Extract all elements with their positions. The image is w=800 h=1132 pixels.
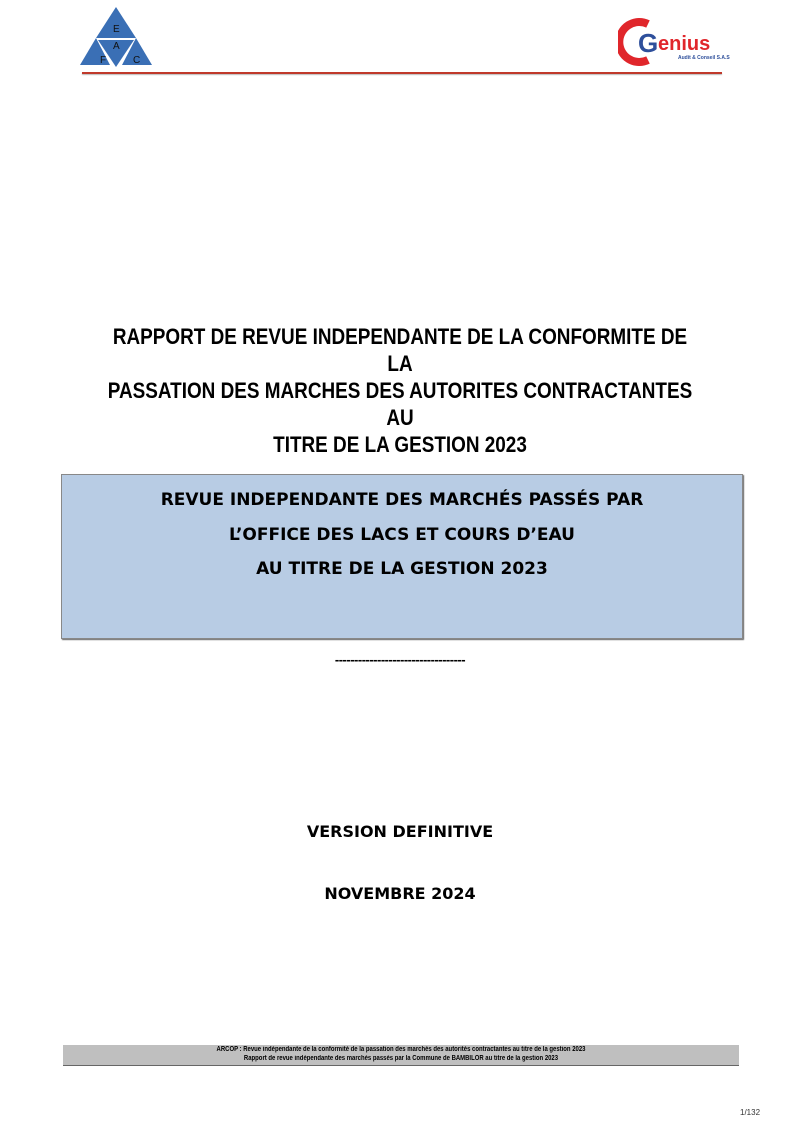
logo-letter-e: E (113, 24, 120, 35)
date-label: NOVEMBRE 2024 (324, 884, 476, 903)
report-title (108, 323, 693, 458)
logo-letter-f: F (100, 55, 107, 66)
subject-line: L’OFFICE DES LACS ET COURS D’EAU (229, 525, 575, 545)
report-title-line: RAPPORT DE REVUE INDEPENDANTE DE LA CONFORMITE DE LA (112, 324, 688, 376)
subject-line: REVUE INDEPENDANTE DES MARCHÉS PASSÉS PAR (160, 490, 644, 510)
separator: ---------------------------------- (334, 652, 466, 667)
report-title-line: TITRE DE LA GESTION 2023 (273, 432, 527, 457)
logo-letter-c: C (133, 55, 141, 66)
genius-logo-name: enius (658, 33, 711, 55)
page-number: 1/132 (740, 1108, 761, 1117)
page-footer (63, 1045, 739, 1066)
svg-text:G: G (638, 28, 659, 58)
logo-letter-a: A (113, 41, 120, 52)
genius-logo (618, 16, 738, 66)
header-rule (82, 72, 722, 74)
footer-line: ARCOP : Revue indépendante de la conformité de la passation des marchés des autorités contractantes au titre de la gestion 2023 (216, 1046, 586, 1053)
subject-line: AU TITRE DE LA GESTION 2023 (256, 559, 548, 579)
footer-line: Rapport de revue indépendante des marchés passés par la Commune de BAMBILOR au titre de la gestion 2023 (243, 1054, 559, 1062)
report-title-line: PASSATION DES MARCHES DES AUTORITES CONTRACTANTES AU (107, 378, 693, 430)
genius-logo-subtitle: Audit & Conseil S.A.S (678, 55, 730, 61)
version-label: VERSION DEFINITIVE (306, 822, 494, 841)
eafc-logo (80, 5, 152, 71)
subject-box (61, 474, 743, 639)
